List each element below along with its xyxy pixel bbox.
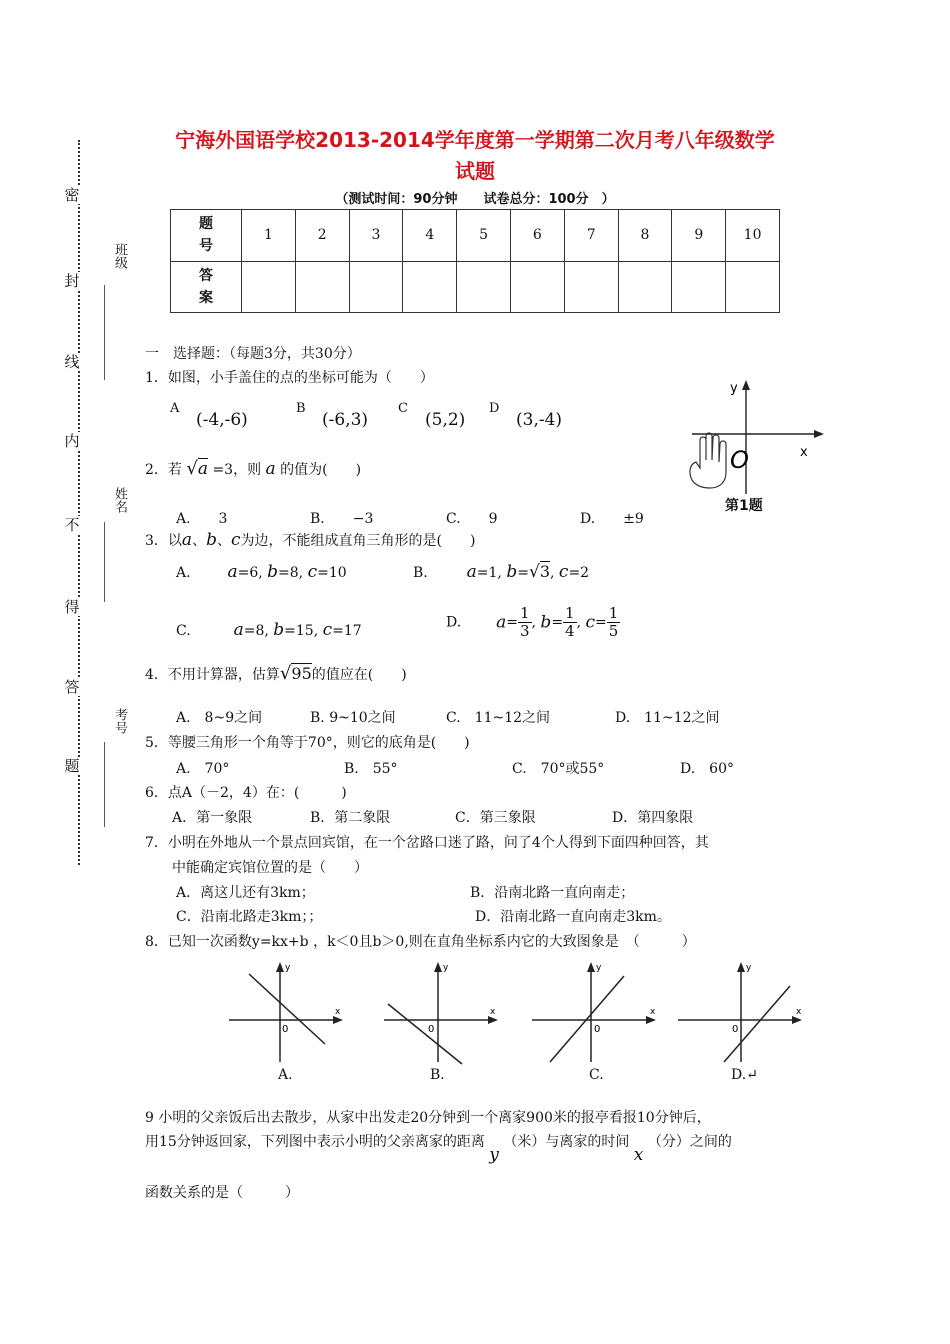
section-heading: 一 选择题：（每题3分，共30分） [145, 346, 361, 362]
name-fill-line[interactable] [104, 522, 105, 602]
q4-prefix: 4．不用计算器，估算 [145, 667, 280, 683]
var-a: a [466, 562, 477, 582]
answer-cell[interactable] [564, 261, 618, 313]
q3-option-b [413, 562, 589, 582]
var-b: b [267, 562, 279, 582]
option-letter: A. [176, 565, 191, 581]
answer-cell[interactable] [295, 261, 349, 313]
q8-graph-d [674, 958, 809, 1068]
answer-cell[interactable] [618, 261, 672, 313]
question-number-cell: 3 [349, 210, 403, 262]
exam-title-line2: 试题 [455, 159, 495, 183]
q8-label-c: C. [589, 1067, 604, 1083]
y-arrow [587, 962, 595, 972]
value: =10 [317, 565, 347, 581]
y-axis-arrow [742, 380, 750, 390]
seal-char: 封 [60, 272, 84, 290]
sqrt-symbol: √ [279, 663, 292, 684]
var-b: b [273, 620, 285, 640]
seal-char: 得 [60, 598, 84, 616]
answer-table-answer-row [171, 261, 780, 313]
value: =17 [332, 623, 362, 639]
exam-title: 宁海外国语学校2013-2014学年度第一学期第二次月考八年级数学 [175, 128, 775, 152]
table-header-question-no [171, 210, 242, 262]
denominator: 3 [519, 622, 530, 640]
value: =15, [284, 623, 319, 639]
question-3-stem: 3．以a、b、c为边，不能组成直角三角形的是( ) [145, 530, 476, 550]
answer-cell[interactable] [403, 261, 457, 313]
function-line [550, 976, 624, 1062]
header-char: 案 [199, 289, 213, 306]
q5-option-b: B. 55° [344, 761, 398, 777]
exam-number-fill-line[interactable] [104, 742, 105, 827]
question-9-stem: 9 小明的父亲饭后出去散步，从家中出发走20分钟到一个离家900米的报亭看报10分钟后， [145, 1110, 711, 1126]
seal-char: 题 [60, 757, 84, 775]
var-c: c [230, 530, 241, 550]
q9-var-x: x [633, 1145, 644, 1165]
origin-label: 0 [282, 1024, 289, 1035]
q2-suffix: 的值为( ) [280, 462, 362, 478]
seal-char: 内 [60, 432, 84, 450]
y-arrow [434, 962, 442, 972]
class-fill-line[interactable] [104, 285, 105, 380]
q1-option-d-value: (3,-4) [516, 410, 563, 430]
x-arrow [792, 1016, 802, 1024]
q9-text: （分）之间的 [647, 1134, 732, 1150]
question-4-stem [145, 663, 407, 684]
q3-prefix: 3．以 [145, 533, 182, 549]
q5-option-a: A. 70° [176, 761, 230, 777]
option-letter: B. [413, 565, 428, 581]
question-2-stem [145, 458, 361, 479]
q1-option-a-letter: A [170, 401, 180, 416]
y-label: y [443, 963, 449, 973]
answer-cell[interactable] [242, 261, 296, 313]
x-axis-label: x [800, 445, 808, 460]
denominator: 5 [608, 622, 619, 640]
q3-suffix: 为边，不能组成直角三角形的是( ) [240, 533, 476, 549]
answer-table-number-row [171, 210, 780, 262]
value: , [550, 565, 555, 581]
value: = [517, 565, 529, 581]
q6-option-a: A．第一象限 [172, 810, 253, 826]
q2-prefix: 2．若 [145, 462, 182, 478]
var-c: c [307, 562, 318, 582]
value: =6, [237, 565, 263, 581]
q2-mid: =3，则 [212, 462, 262, 478]
y-label: y [285, 963, 291, 973]
option-letter: C. [176, 623, 191, 639]
question-number-cell: 8 [618, 210, 672, 262]
value: =8, [243, 623, 269, 639]
denominator: 4 [565, 622, 575, 640]
q2-option-d: D. ±9 [580, 511, 644, 527]
value: =8, [278, 565, 304, 581]
seal-char: 线 [60, 353, 84, 371]
header-char: 答 [199, 267, 213, 284]
table-header-answer [171, 261, 242, 313]
q7-option-b: B．沿南北路一直向南走； [470, 885, 635, 901]
answer-cell[interactable] [510, 261, 564, 313]
exam-subtitle: （测试时间：90分钟 试卷总分：100分 ） [335, 192, 615, 207]
q4-option-c: C. 11~12之间 [446, 710, 551, 726]
q1-option-a-value: (-4,-6) [196, 410, 248, 430]
seal-char: 不 [60, 516, 84, 534]
value: =2 [568, 565, 590, 581]
fraction [563, 605, 577, 640]
q8-graph-c [528, 958, 663, 1068]
question-number-cell: 5 [457, 210, 511, 262]
exam-number-label: 考号 [112, 708, 127, 734]
q4-option-d: D. 11~12之间 [615, 710, 720, 726]
q5-option-c: C. 70°或55° [512, 761, 605, 777]
seal-char: 密 [60, 186, 84, 204]
question-number-cell: 1 [242, 210, 296, 262]
y-label: y [596, 963, 602, 973]
question-7-stem: 7．小明在外地从一个景点回宾馆，在一个岔路口迷了路，问了4个人得到下面四种回答，其 [145, 835, 709, 851]
answer-cell[interactable] [672, 261, 726, 313]
q6-option-b: B．第二象限 [310, 810, 391, 826]
q9-text: （米）与离家的时间 [503, 1134, 630, 1150]
question-9-stem-end: 函数关系的是（ ） [145, 1185, 299, 1201]
q1-option-c-letter: C [398, 401, 408, 416]
origin-label: 0 [428, 1024, 435, 1035]
q2-radicand: a [197, 459, 208, 479]
q3-option-a [176, 562, 347, 582]
question-number-cell: 6 [510, 210, 564, 262]
q2-var: a [265, 459, 276, 479]
question-number-cell: 7 [564, 210, 618, 262]
q6-option-c: C．第三象限 [455, 810, 536, 826]
var-a: a [181, 530, 193, 550]
q3-option-c [176, 620, 362, 640]
x-label: x [796, 1007, 802, 1017]
q2-option-a: A. 3 [176, 511, 228, 527]
question-number-cell: 2 [295, 210, 349, 262]
fraction [607, 605, 621, 640]
question-6-stem: 6．点A（－2，4）在：( ) [145, 785, 347, 801]
q8-label-b: B. [430, 1067, 445, 1083]
header-char: 号 [199, 238, 213, 255]
fraction [518, 605, 532, 640]
q8-label-a: A. [278, 1067, 293, 1083]
q4-radicand: 95 [291, 664, 312, 683]
y-arrow [276, 962, 284, 972]
q1-option-b-value: (-6,3) [322, 410, 369, 430]
q4-suffix: 的值应在( ) [311, 667, 407, 683]
var-c: c [558, 562, 569, 582]
q3-option-d: D. a= $\frac{1}{3}$ , b= $\frac{1}{4}$ , c= $\frac{1}{5}$ [446, 604, 619, 640]
option-letter: D. [446, 614, 462, 631]
class-label: 班级 [112, 243, 127, 269]
question-number-cell: 4 [403, 210, 457, 262]
q4-option-a: A. 8~9之间 [176, 710, 263, 726]
var-a: a [227, 562, 238, 582]
origin-label: O [730, 446, 749, 474]
question-number-cell: 10 [726, 210, 780, 262]
x-axis-arrow [814, 430, 824, 438]
var-b: b [206, 530, 217, 550]
var-a: a [496, 612, 507, 633]
q1-option-d-letter: D [489, 401, 500, 416]
sqrt-symbol: √ [186, 458, 198, 479]
answer-table [170, 209, 780, 313]
answer-cell[interactable] [457, 261, 511, 313]
x-label: x [335, 1007, 341, 1017]
question-5-stem: 5．等腰三角形一个角等于70°，则它的底角是( ) [145, 735, 470, 751]
q1-figure [684, 376, 828, 498]
answer-cell[interactable] [349, 261, 403, 313]
name-label: 姓名 [112, 487, 127, 513]
radicand: 3 [539, 562, 550, 581]
origin-label: 0 [594, 1024, 601, 1035]
q2-option-c: C. 9 [446, 511, 498, 527]
question-1-stem: 1．如图，小手盖住的点的坐标可能为（ ） [145, 370, 434, 386]
var-c: c [585, 612, 596, 633]
q8-graph-a [225, 958, 355, 1068]
x-arrow [333, 1016, 343, 1024]
q1-option-b-letter: B [296, 401, 306, 416]
y-axis-label: y [730, 381, 738, 396]
q9-text: 用15分钟返回家，下列图中表示小明的父亲离家的距离 [145, 1134, 485, 1150]
numerator: 1 [519, 604, 530, 622]
q6-option-d: D．第四象限 [612, 810, 694, 826]
numerator: 1 [565, 604, 575, 622]
x-label: x [490, 1007, 496, 1017]
q8-label-d: D.↵ [731, 1067, 758, 1083]
var-b: b [506, 562, 518, 582]
question-number-cell: 9 [672, 210, 726, 262]
y-arrow [737, 962, 745, 972]
q9-var-y: y [489, 1145, 499, 1165]
question-8-stem: 8．已知一次函数y=kx+b ，k＜0且b＞0,则在直角坐标系内它的大致图象是 （ ） [145, 934, 696, 950]
question-7-stem-cont: 中能确定宾馆位置的是（ ） [172, 860, 368, 876]
header-char: 题 [199, 216, 213, 233]
q7-option-c: C．沿南北路走3km；； [176, 909, 323, 925]
q5-option-d: D. 60° [680, 761, 734, 777]
q7-option-a: A．离这儿还有3km； [176, 885, 315, 901]
origin-label: 0 [732, 1024, 739, 1035]
function-line [388, 1004, 462, 1064]
q1-option-c-value: (5,2) [425, 410, 466, 430]
y-label: y [746, 963, 752, 973]
question-9-stem-cont [145, 1131, 732, 1165]
var-b: b [540, 612, 552, 633]
value: =1, [476, 565, 502, 581]
q8-graph-b [380, 958, 510, 1068]
hand-icon [690, 433, 726, 488]
x-arrow [646, 1016, 656, 1024]
var-c: c [322, 620, 333, 640]
q2-option-b: B. −3 [310, 511, 374, 527]
sqrt-symbol: √ [528, 562, 540, 582]
q7-option-d: D．沿南北路一直向南走3km。 [475, 909, 671, 925]
seal-char: 答 [60, 678, 84, 696]
figure-caption: 第1题 [725, 498, 763, 514]
numerator: 1 [608, 604, 619, 622]
var-a: a [233, 620, 244, 640]
x-label: x [650, 1007, 656, 1017]
q4-option-b: B. 9~10之间 [310, 710, 396, 726]
x-arrow [488, 1016, 498, 1024]
answer-cell[interactable] [726, 261, 780, 313]
